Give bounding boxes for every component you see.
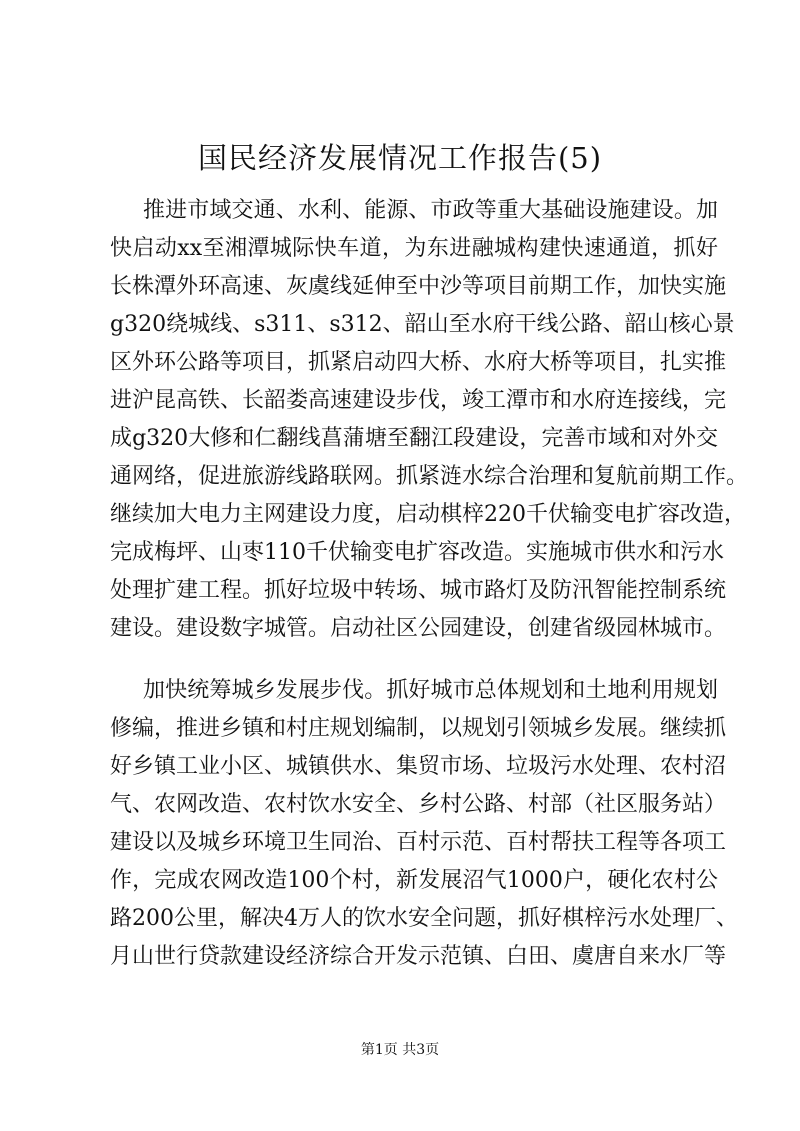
paragraph-line: 气、农网改造、农村饮水安全、乡村公路、村部（社区服务站） [110,792,727,817]
document-title: 国民经济发展情况工作报告(5) [197,141,603,175]
paragraph-line: 完成梅坪、山枣110千伏输变电扩容改造。实施城市供水和污水 [110,540,724,565]
paragraph-line: 继续加大电力主网建设力度，启动棋梓220千伏输变电扩容改造， [110,502,746,527]
paragraph-line: 作，完成农网改造100个村，新发展沼气1000户，硬化农村公 [110,868,718,893]
paragraph-urban-rural [110,672,738,976]
paragraph-infrastructure [110,192,749,648]
paragraph-line: 建设以及城乡环境卫生同治、百村示范、百村帮扶工程等各项工 [110,830,727,855]
paragraph-line: 处理扩建工程。抓好垃圾中转场、城市路灯及防汛智能控制系统 [110,578,727,603]
paragraph-line: 月山世行贷款建设经济综合开发示范镇、白田、虞唐自来水厂等 [110,944,727,969]
page-footer: 第1页 共3页 [360,1042,440,1058]
paragraph-line: 区外环公路等项目，抓紧启动四大桥、水府大桥等项目，扎实推 [110,350,727,375]
paragraph-line: 进沪昆高铁、长韶娄高速建设步伐，竣工潭市和水府连接线，完 [110,388,727,413]
paragraph-line: 成g320大修和仁翻线菖蒲塘至翻江段建设，完善市域和对外交 [110,426,718,451]
paragraph-line: 长株潭外环高速、灰虞线延伸至中沙等项目前期工作，加快实施 [110,274,727,299]
paragraph-line: 通网络，促进旅游线路联网。抓紧涟水综合治理和复航前期工作。 [110,464,749,489]
paragraph-line: 路200公里，解决4万人的饮水安全问题，抓好棋梓污水处理厂、 [110,906,738,931]
paragraph-line: 快启动xx至湘潭城际快车道，为东进融城构建快速通道，抓好 [110,236,718,261]
paragraph-line: g320绕城线、s311、s312、韶山至水府干线公路、韶山核心景 [110,312,735,337]
paragraph-line: 建设。建设数字城管。启动社区公园建设，创建省级园林城市。 [110,616,727,641]
paragraph-line: 修编，推进乡镇和村庄规划编制，以规划引领城乡发展。继续抓 [110,716,727,741]
paragraph-line: 好乡镇工业小区、城镇供水、集贸市场、垃圾污水处理、农村沼 [110,754,727,779]
paragraph-line: 加快统筹城乡发展步伐。抓好城市总体规划和土地利用规划 [143,678,718,703]
paragraph-line: 推进市域交通、水利、能源、市政等重大基础设施建设。加 [143,198,718,223]
